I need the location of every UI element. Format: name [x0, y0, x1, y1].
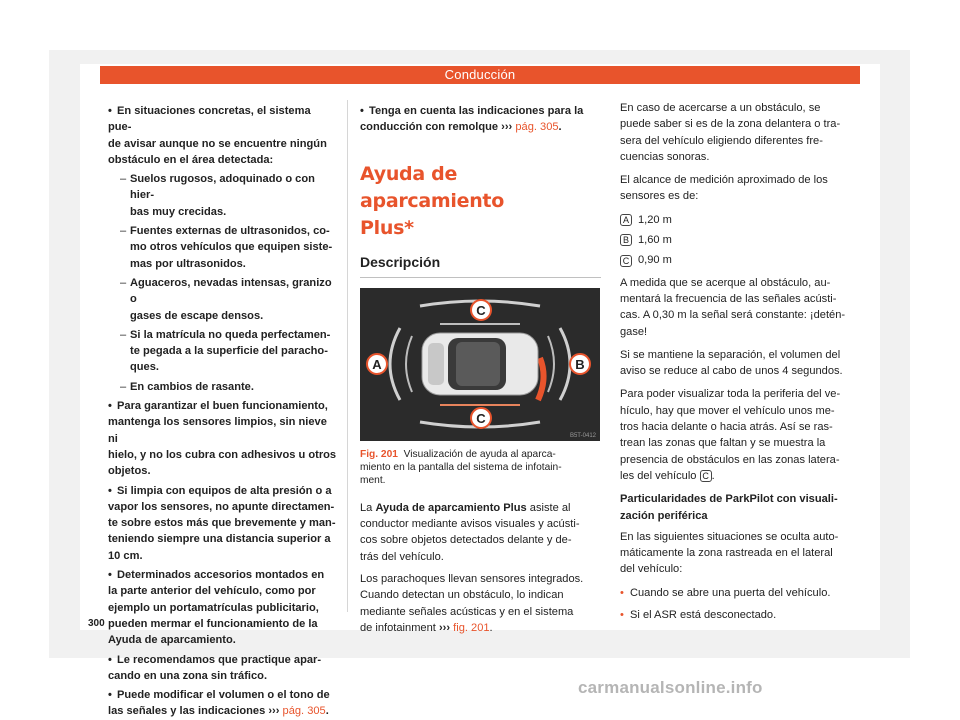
approach-paragraph: A medida que se acerque al obstáculo, au- mentará la frecuencia de las señales acústi- cas. A 0,30 m la señal será constante: ¡detén- gase!	[620, 276, 846, 338]
volume-paragraph: Si se mantiene la separación, el volumen del aviso se reduce al cabo de unos 4 segundos.	[620, 348, 843, 378]
range-intro: El alcance de medición aproximado de los sensores es de:	[620, 174, 828, 203]
column-divider	[347, 100, 348, 612]
letter-a-box: A	[620, 214, 632, 226]
section-subtitle: Descripción	[360, 254, 601, 278]
hidden-zone-paragraph: En las siguientes situaciones se oculta auto- máticamente la zona rastreada en el lateral del vehículo:	[620, 530, 839, 576]
trailer-note: • Tenga en cuenta las indicaciones para la conducción con remolque ››› pág. 305.	[360, 105, 584, 134]
range-item-a: A 1,20 m	[620, 212, 860, 228]
figure-link-201[interactable]: fig. 201	[453, 621, 490, 634]
warning-bullet-4: • Determinados accesorios montados en la parte anterior del vehículo, como por ejemplo un portamatrículas publicitario, pueden mermar el funcionamiento de la Ayuda de aparcamiento.	[108, 569, 325, 647]
warning-bullet-6: • Puede modificar el volumen o el tono de las señales y las indicaciones ››› pág. 305.	[108, 689, 330, 718]
condition-bullet: • Si el ASR está desconectado.	[620, 607, 860, 623]
watermark: carmanualsonline.info	[578, 678, 763, 697]
warning-bullet-2: • Para garantizar el buen funcionamiento, mantenga los sensores limpios, sin nieve ni hielo, y no los cubra con adhesivos u otros objetos.	[108, 400, 337, 478]
letter-c-inline-box: C	[700, 470, 712, 482]
particularities-heading: Particularidades de ParkPilot con visuali- zación periférica	[620, 493, 838, 522]
range-item-c: C 0,90 m	[620, 252, 860, 268]
figure-caption: Fig. 201 Visualización de ayuda al aparca- miento en la pantalla del sistema de infotain- ment.	[360, 448, 562, 486]
condition-bullet: • Cuando se abre una puerta del vehículo.	[620, 585, 860, 601]
chapter-header: Conducción	[100, 66, 860, 84]
frequency-paragraph: En caso de acercarse a un obstáculo, se puede saber si es de la zona delantera o tra- sera del vehículo eligiendo diferentes fre- cuencias sonoras.	[620, 102, 841, 163]
range-item-b: B 1,60 m	[620, 232, 860, 248]
description-column	[360, 103, 600, 636]
dash-item: – En cambios de rasante.	[120, 379, 337, 395]
letter-b-box: B	[620, 234, 632, 246]
false-alarm-list	[120, 168, 337, 395]
details-column	[620, 100, 860, 629]
warning-bullet-3: • Si limpia con equipos de alta presión o a vapor los sensores, no apunte directamen- te sobre estos más que brevemente y man- teniendo siempre una distancia superior a 10 cm.	[108, 484, 336, 562]
warning-column	[108, 103, 337, 720]
svg-text:C: C	[476, 410, 486, 426]
parking-display-illustration	[360, 288, 600, 441]
warning-bullet-1: • En situaciones concretas, el sistema pue- de avisar aunque no se encuentre ningún obstáculo en el área detectada:	[108, 105, 327, 166]
parking-assist-figure	[360, 288, 600, 441]
dash-item: – Suelos rugosos, adoquinado o con hier- bas muy crecidas.	[120, 171, 337, 220]
warning-bullet-5: • Le recomendamos que practique apar- cando en una zona sin tráfico.	[108, 653, 322, 682]
sensor-paragraph: Los parachoques llevan sensores integrados. Cuando detectan un obstáculo, lo indican mediante señales acústicas y en el sistema de infotainment ››› fig. 201.	[360, 573, 584, 634]
dash-item: – Si la matrícula no queda perfectamen- te pegada a la superficie del paracho- ques.	[120, 327, 337, 376]
intro-paragraph: La Ayuda de aparcamiento Plus asiste al conductor mediante avisos visuales y acústi- cos sobre objetos detectados delante y de- trás del vehículo.	[360, 501, 580, 563]
svg-text:C: C	[476, 302, 486, 318]
letter-c-box: C	[620, 255, 632, 267]
svg-text:A: A	[372, 356, 382, 372]
dash-item: – Fuentes externas de ultrasonidos, co- mo otros vehículos que equipen siste- mas por ultrasonidos.	[120, 223, 337, 272]
periphery-paragraph: Para poder visualizar toda la periferia del ve- hículo, hay que mover el vehículo unos me- tros hacia delante o hacia atrás. Así se ras- trean las zonas que faltan y se muestra la presencia de obstáculos en las zonas latera- les del vehículo C .	[620, 388, 841, 482]
range-list	[620, 212, 860, 269]
svg-text:B: B	[575, 356, 585, 372]
page-link-305-trailer[interactable]: pág. 305	[515, 121, 559, 134]
section-title: Ayuda de aparcamiento Plus*	[360, 162, 504, 239]
dash-item: – Aguaceros, nevadas intensas, granizo o gases de escape densos.	[120, 275, 337, 324]
page-number: 300	[88, 618, 105, 629]
page-link-305[interactable]: pág. 305	[282, 705, 326, 718]
svg-text:B5T-0412: B5T-0412	[569, 432, 596, 439]
